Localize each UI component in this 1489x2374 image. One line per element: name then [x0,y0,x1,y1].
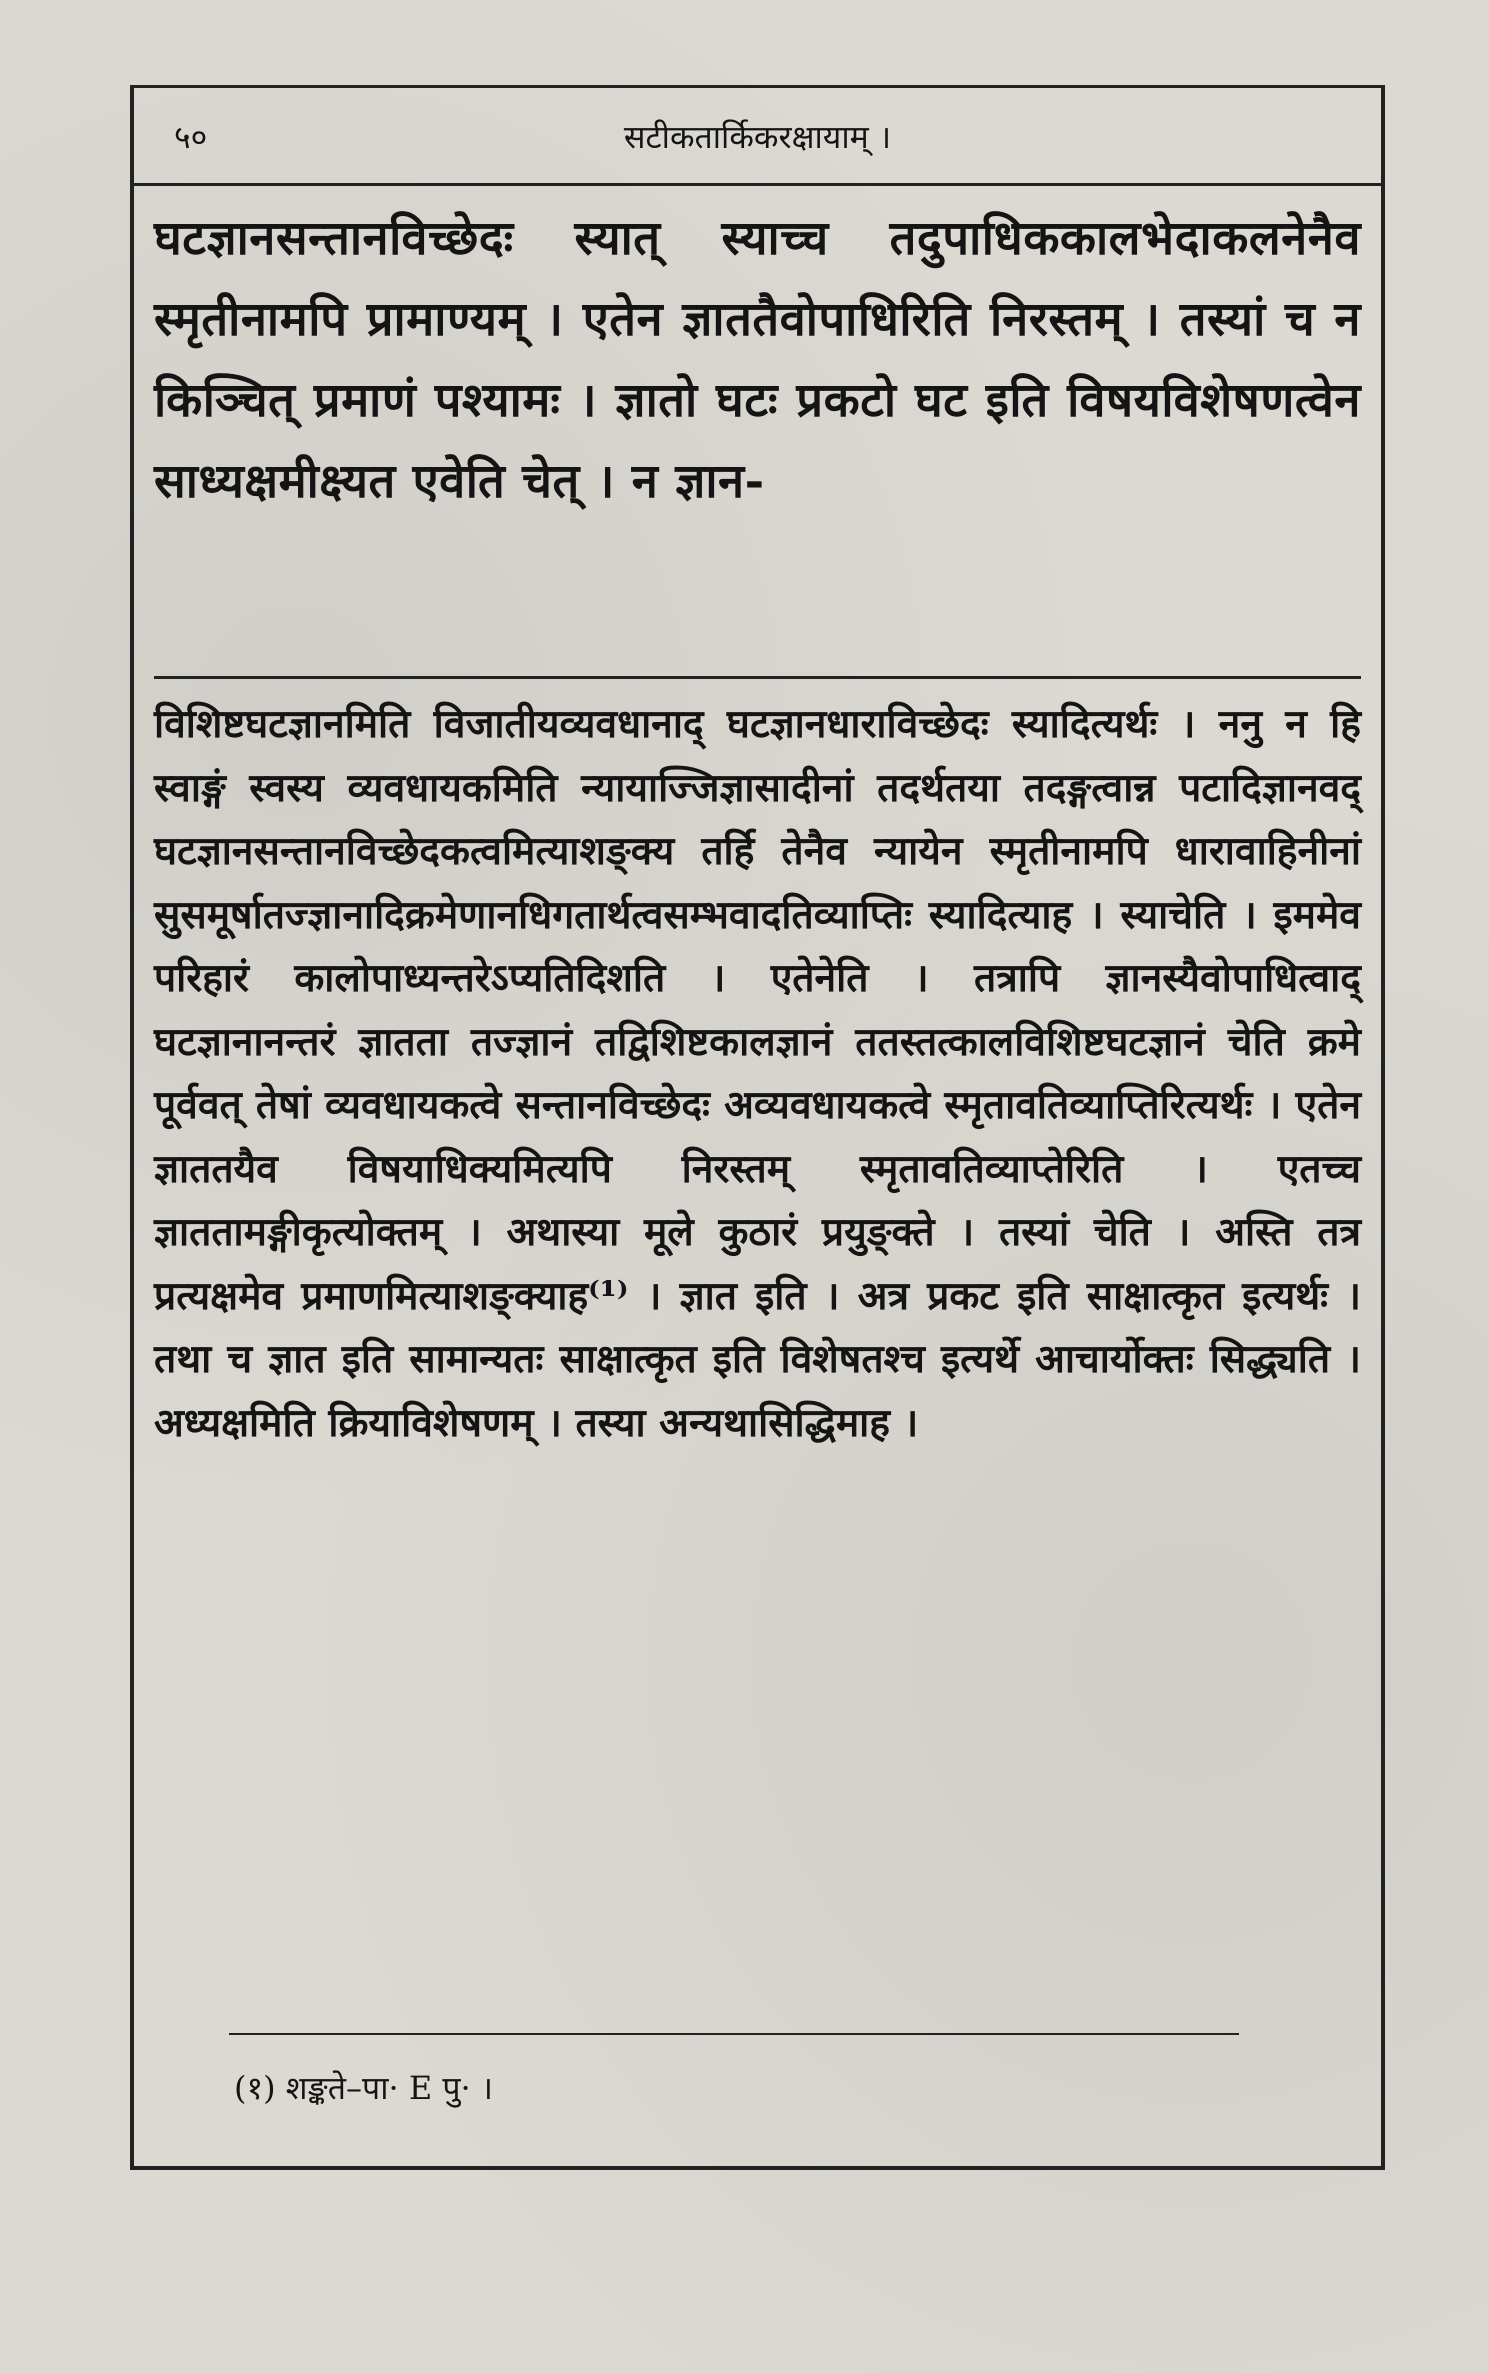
footnote-rule [229,2033,1239,2035]
header-rule [134,183,1381,186]
running-title: सटीकतार्किकरक्षायाम् । [623,117,892,156]
section-rule [154,676,1361,679]
page-number: ५० [174,117,208,156]
footnote: (१) शङ्कते–पा· E पु· । [234,2069,494,2107]
page-frame [130,85,1385,2170]
running-head [174,106,1341,166]
mula-text: घटज्ञानसन्तानविच्छेदः स्यात् स्याच्च तदुपाधिककालभेदाकलनेनैव स्मृतीनामपि प्रामाण्यम् । एतेन ज्ञाततैवोपाधिरिति निरस्तम् । तस्यां च न किञ्चित् प्रमाणं पश्यामः । ज्ञातो घटः प्रकटो घट इति विषयविशेषणत्वेन साध्यक्षमीक्ष्यत एवेति चेत् । न ज्ञान- [154,211,1361,509]
commentary-text: विशिष्टघटज्ञानमिति विजातीयव्यवधानाद् घटज्ञानधाराविच्छेदः स्यादित्यर्थः । ननु न हि स्वाङ्गं स्वस्य व्यवधायकमिति न्यायाज्जिज्ञासादीनां तदर्थतया तदङ्गत्वान्न पटादिज्ञानवद् घटज्ञानसन्तानविच्छेदकत्वमित्याशङ्क्य तर्हि तेनैव न्यायेन स्मृतीनामपि धारावाहिनीनां सुसमूर्षातज्ज्ञानादिक्रमेणानधिगतार्थत्वसम्भवादतिव्याप्तिः स्यादित्याह । स्याचेति । इममेव परिहारं कालोपाध्यन्तरेऽप्यतिदिशति । एतेनेति । तत्रापि ज्ञानस्यैवोपाधित्वाद् घटज्ञानानन्तरं ज्ञातता तज्ज्ञानं तद्विशिष्टकालज्ञानं ततस्तत्कालविशिष्टघटज्ञानं चेति क्रमे पूर्ववत् तेषां व्यवधायकत्वे सन्तानविच्छेदः अव्यवधायकत्वे स्मृतावतिव्याप्तिरित्यर्थः । एतेन ज्ञाततयैव विषयाधिक्यमित्यपि निरस्तम् स्मृतावतिव्याप्तेरिति । एतच्च ज्ञाततामङ्गीकृत्योक्तम् । अथास्या मूले कुठारं प्रयुङ्क्ते । तस्यां चेति । अस्ति तत्र प्रत्यक्षमेव प्रमाणमित्याशङ्क्याह⁽¹⁾ । ज्ञात इति । अत्र प्रकट इति साक्षात्कृत इत्यर्थः । तथा च ज्ञात इति सामान्यतः साक्षात्कृत इति विशेषतश्च इत्यर्थे आचार्योक्तः सिद्ध्यति । अध्यक्षमिति क्रियाविशेषणम् । तस्या अन्यथासिद्धिमाह । [154,701,1361,1446]
